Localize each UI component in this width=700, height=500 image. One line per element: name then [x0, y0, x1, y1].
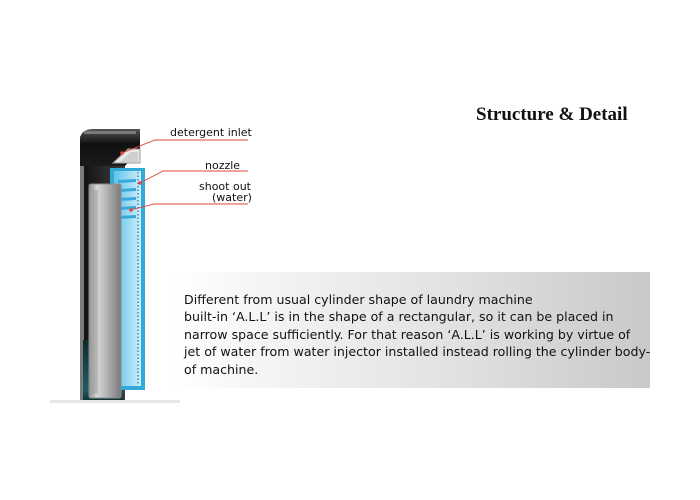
ground-shadow	[50, 400, 180, 403]
description-line: narrow space sufficiently. For that reason ‘A.L.L’ is working by virtue of	[184, 326, 631, 342]
top-cap-highlight	[84, 131, 136, 134]
description-text	[184, 291, 674, 378]
label-detergent-inlet: detergent inlet	[170, 126, 252, 139]
label-shoot-out: shoot out	[199, 180, 251, 193]
page-title: Structure & Detail	[476, 104, 628, 125]
description-line: of machine.	[184, 361, 259, 377]
description-line: built-in ‘A.L.L’ is in the shape of a rectangular, so it can be placed in	[184, 309, 614, 325]
description-line: Different from usual cylinder shape of laundry machine	[184, 292, 533, 307]
label-shoot-out-water: (water)	[212, 191, 252, 204]
leader-dot-inlet	[120, 151, 124, 155]
description-line: jet of water from water injector installed instead rolling the cylinder body-	[184, 344, 651, 360]
leader-shoot	[131, 204, 248, 210]
leader-inlet	[122, 140, 248, 153]
label-nozzle: nozzle	[205, 159, 241, 172]
leader-dot-nozzle	[138, 181, 142, 185]
door-panel-shadow	[92, 190, 98, 394]
leader-dot-shoot	[129, 208, 133, 212]
